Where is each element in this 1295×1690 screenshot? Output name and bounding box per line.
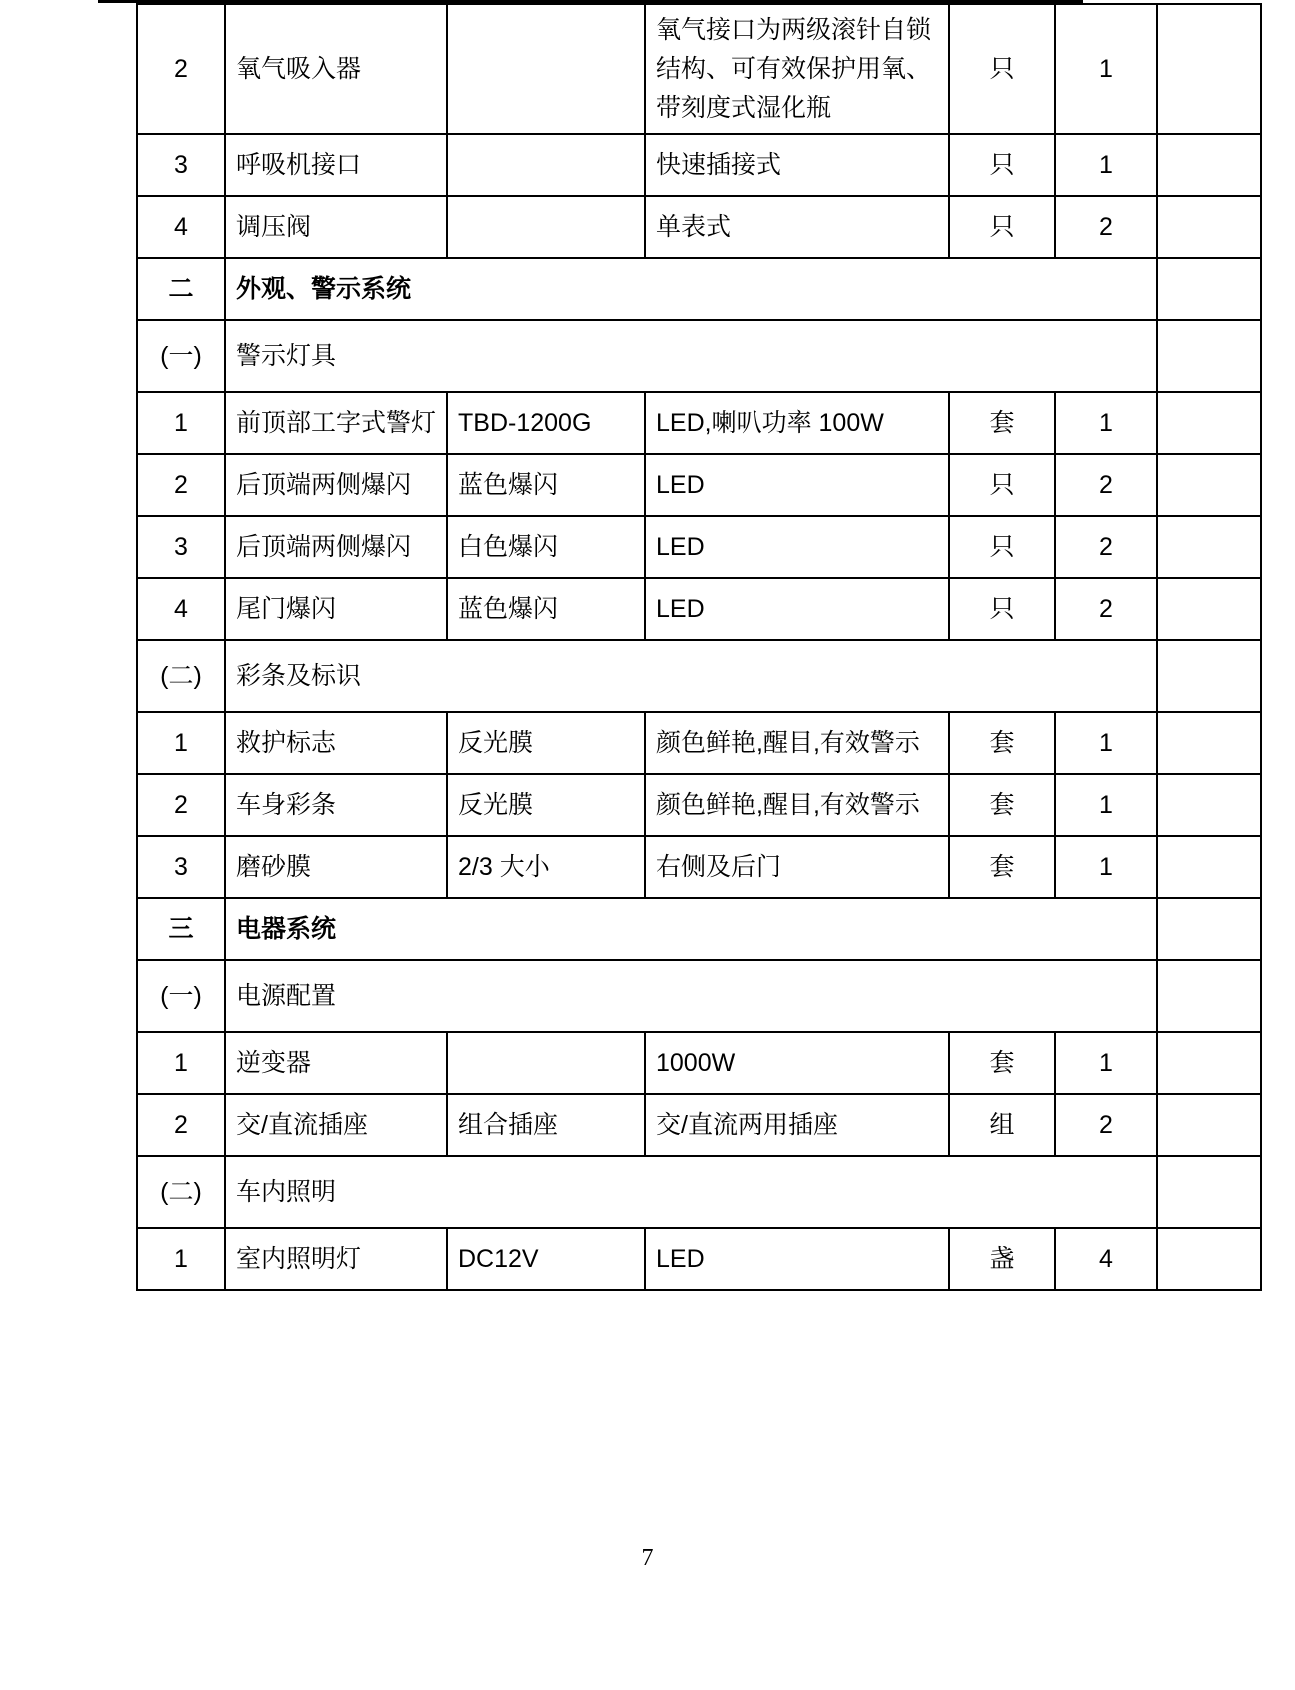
- cell-model: [447, 196, 645, 258]
- table-row: [137, 1032, 1261, 1094]
- cell-remark: [1157, 1032, 1261, 1094]
- cell-remark: [1157, 1228, 1261, 1290]
- cell-description: LED: [645, 578, 949, 640]
- cell-remark: [1157, 712, 1261, 774]
- table-subsection-row: [137, 960, 1261, 1032]
- cell-no: 1: [137, 1032, 225, 1094]
- cell-no: 2: [137, 774, 225, 836]
- cell-remark: [1157, 134, 1261, 196]
- cell-section-title: 彩条及标识: [225, 640, 1157, 712]
- cell-name: 车身彩条: [225, 774, 447, 836]
- cell-unit: 盏: [949, 1228, 1055, 1290]
- cell-unit: 只: [949, 4, 1055, 134]
- cell-unit: 只: [949, 516, 1055, 578]
- cell-unit: 只: [949, 454, 1055, 516]
- cell-description: 单表式: [645, 196, 949, 258]
- table-row: [137, 578, 1261, 640]
- cell-model: 蓝色爆闪: [447, 454, 645, 516]
- table-section-row: [137, 898, 1261, 960]
- cell-no: 1: [137, 1228, 225, 1290]
- table-subsection-row: [137, 640, 1261, 712]
- cell-section-title: 电源配置: [225, 960, 1157, 1032]
- cell-description: LED,喇叭功率 100W: [645, 392, 949, 454]
- cell-unit: 组: [949, 1094, 1055, 1156]
- cell-description: LED: [645, 454, 949, 516]
- table-section-row: [137, 258, 1261, 320]
- cell-model: TBD-1200G: [447, 392, 645, 454]
- cell-no: (一): [137, 320, 225, 392]
- cell-quantity: 1: [1055, 774, 1157, 836]
- cell-description: 1000W: [645, 1032, 949, 1094]
- cell-no: 3: [137, 836, 225, 898]
- cell-description: LED: [645, 516, 949, 578]
- cell-quantity: 2: [1055, 196, 1157, 258]
- cell-unit: 只: [949, 134, 1055, 196]
- cell-unit: 套: [949, 1032, 1055, 1094]
- cell-no: (一): [137, 960, 225, 1032]
- cell-quantity: 2: [1055, 454, 1157, 516]
- cell-remark: [1157, 454, 1261, 516]
- cell-remark: [1157, 320, 1261, 392]
- cell-no: 3: [137, 134, 225, 196]
- cell-no: 1: [137, 712, 225, 774]
- cell-name: 呼吸机接口: [225, 134, 447, 196]
- table-row: [137, 196, 1261, 258]
- cell-no: 4: [137, 578, 225, 640]
- cell-remark: [1157, 898, 1261, 960]
- cell-unit: 只: [949, 196, 1055, 258]
- cell-no: 2: [137, 454, 225, 516]
- cell-no: (二): [137, 1156, 225, 1228]
- cell-description: LED: [645, 1228, 949, 1290]
- table-row: [137, 1228, 1261, 1290]
- table-row: [137, 4, 1261, 134]
- cell-quantity: 2: [1055, 1094, 1157, 1156]
- table-row: [137, 712, 1261, 774]
- table-subsection-row: [137, 1156, 1261, 1228]
- cell-model: [447, 1032, 645, 1094]
- cell-quantity: 1: [1055, 1032, 1157, 1094]
- cell-remark: [1157, 836, 1261, 898]
- cell-section-title: 警示灯具: [225, 320, 1157, 392]
- cell-name: 室内照明灯: [225, 1228, 447, 1290]
- cell-remark: [1157, 516, 1261, 578]
- cell-remark: [1157, 1094, 1261, 1156]
- cell-remark: [1157, 258, 1261, 320]
- table-row: [137, 774, 1261, 836]
- cell-quantity: 2: [1055, 516, 1157, 578]
- cell-quantity: 2: [1055, 578, 1157, 640]
- cell-quantity: 1: [1055, 712, 1157, 774]
- cell-model: 蓝色爆闪: [447, 578, 645, 640]
- cell-no: 4: [137, 196, 225, 258]
- cell-model: DC12V: [447, 1228, 645, 1290]
- cell-name: 后顶端两侧爆闪: [225, 516, 447, 578]
- cell-no: 2: [137, 1094, 225, 1156]
- cell-no: 二: [137, 258, 225, 320]
- cell-description: 氧气接口为两级滚针自锁结构、可有效保护用氧、带刻度式湿化瓶: [645, 4, 949, 134]
- cell-name: 救护标志: [225, 712, 447, 774]
- cell-quantity: 1: [1055, 836, 1157, 898]
- table-row: [137, 454, 1261, 516]
- table-row: [137, 836, 1261, 898]
- cell-name: 逆变器: [225, 1032, 447, 1094]
- page-number: 7: [641, 1545, 654, 1571]
- cell-remark: [1157, 774, 1261, 836]
- cell-no: 2: [137, 4, 225, 134]
- cell-model: 2/3 大小: [447, 836, 645, 898]
- cell-name: 调压阀: [225, 196, 447, 258]
- equipment-spec-table: [136, 3, 1262, 1291]
- cell-quantity: 1: [1055, 134, 1157, 196]
- cell-description: 右侧及后门: [645, 836, 949, 898]
- cell-section-title: 电器系统: [225, 898, 1157, 960]
- cell-no: 3: [137, 516, 225, 578]
- cell-description: 颜色鲜艳,醒目,有效警示: [645, 774, 949, 836]
- cell-model: [447, 4, 645, 134]
- cell-section-title: 外观、警示系统: [225, 258, 1157, 320]
- table-row: [137, 134, 1261, 196]
- cell-model: 白色爆闪: [447, 516, 645, 578]
- table-row: [137, 392, 1261, 454]
- cell-remark: [1157, 4, 1261, 134]
- cell-name: 前顶部工字式警灯: [225, 392, 447, 454]
- cell-remark: [1157, 578, 1261, 640]
- cell-name: 氧气吸入器: [225, 4, 447, 134]
- cell-remark: [1157, 960, 1261, 1032]
- cell-description: 快速插接式: [645, 134, 949, 196]
- cell-model: 反光膜: [447, 774, 645, 836]
- cell-quantity: 1: [1055, 4, 1157, 134]
- cell-unit: 套: [949, 836, 1055, 898]
- cell-model: 组合插座: [447, 1094, 645, 1156]
- table-subsection-row: [137, 320, 1261, 392]
- cell-unit: 套: [949, 392, 1055, 454]
- table-row: [137, 516, 1261, 578]
- cell-name: 后顶端两侧爆闪: [225, 454, 447, 516]
- cell-quantity: 4: [1055, 1228, 1157, 1290]
- cell-remark: [1157, 392, 1261, 454]
- cell-name: 尾门爆闪: [225, 578, 447, 640]
- cell-no: 1: [137, 392, 225, 454]
- cell-remark: [1157, 1156, 1261, 1228]
- cell-model: [447, 134, 645, 196]
- cell-no: 三: [137, 898, 225, 960]
- cell-description: 颜色鲜艳,醒目,有效警示: [645, 712, 949, 774]
- cell-unit: 套: [949, 712, 1055, 774]
- cell-no: (二): [137, 640, 225, 712]
- table-body: [137, 4, 1261, 1290]
- cell-remark: [1157, 640, 1261, 712]
- cell-remark: [1157, 196, 1261, 258]
- cell-unit: 只: [949, 578, 1055, 640]
- cell-name: 交/直流插座: [225, 1094, 447, 1156]
- cell-description: 交/直流两用插座: [645, 1094, 949, 1156]
- cell-quantity: 1: [1055, 392, 1157, 454]
- cell-model: 反光膜: [447, 712, 645, 774]
- cell-unit: 套: [949, 774, 1055, 836]
- cell-section-title: 车内照明: [225, 1156, 1157, 1228]
- table-row: [137, 1094, 1261, 1156]
- cell-name: 磨砂膜: [225, 836, 447, 898]
